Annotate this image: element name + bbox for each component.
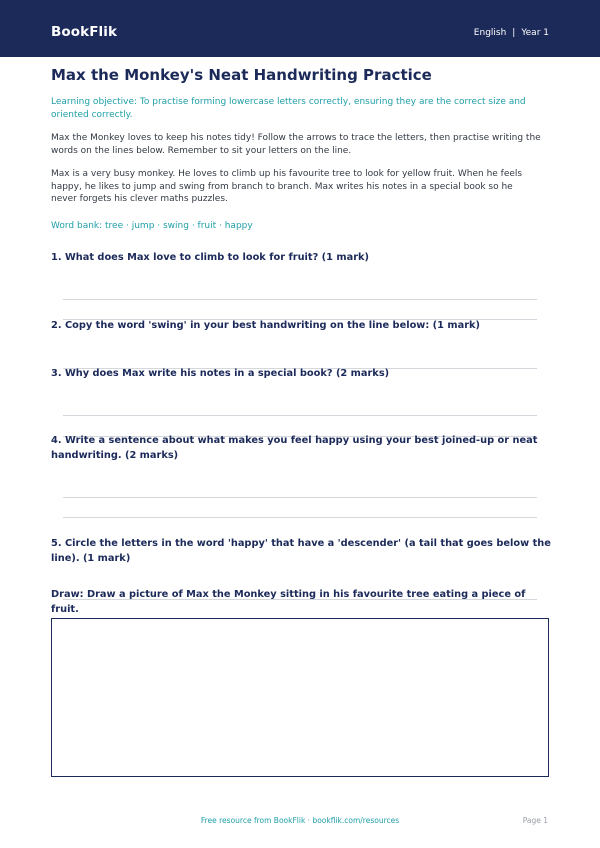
meta-separator: | [512, 28, 516, 38]
question-3: 3. Why does Max write his notes in a special book? (2 marks) [51, 368, 390, 379]
answer-line[interactable] [63, 497, 537, 498]
subject-label: English [473, 28, 507, 38]
story-paragraph: Max is a very busy monkey. He loves to climb up his favourite tree to look for yellow fruit. When he feels happy, he likes to jump and swing from branch to branch. Max writes his notes in a special book so he never forgets his clever maths puzzles. [51, 169, 523, 204]
year-label: Year 1 [521, 28, 549, 38]
footer-text[interactable]: Free resource from BookFlik · bookflik.com/resources [200, 816, 400, 825]
answer-line[interactable] [63, 299, 537, 300]
word-bank: Word bank: tree · jump · swing · fruit · happy [51, 221, 253, 231]
question-1: 1. What does Max love to climb to look for fruit? (1 mark) [51, 252, 370, 263]
learning-objective: Learning objective: To practise forming lowercase letters correctly, ensuring they are the correct size and oriented correctly. [51, 97, 526, 120]
brand-logo[interactable]: BookFlik [51, 24, 118, 40]
page-title: Max the Monkey's Neat Handwriting Practice [51, 66, 432, 84]
answer-line[interactable] [63, 517, 537, 518]
question-5: 5. Circle the letters in the word 'happy' that have a 'descender' (a tail that goes below the line). (1 mark) [51, 538, 551, 564]
question-4: 4. Write a sentence about what makes you feel happy using your best joined-up or neat handwriting. (2 marks) [51, 435, 538, 461]
answer-line[interactable] [63, 415, 537, 416]
answer-line[interactable] [63, 599, 537, 600]
draw-prompt: Draw: Draw a picture of Max the Monkey sitting in his favourite tree eating a piece of fruit. [51, 589, 526, 615]
subject-year-meta [474, 28, 549, 38]
page-number: Page 1 [522, 816, 548, 825]
header-bar [0, 0, 600, 57]
question-2: 2. Copy the word 'swing' in your best handwriting on the line below: (1 mark) [51, 320, 481, 331]
intro-paragraph: Max the Monkey loves to keep his notes tidy! Follow the arrows to trace the letters, then practise writing the words on the lines below. Remember to sit your letters on the line. [51, 133, 541, 156]
drawing-box[interactable] [51, 618, 549, 777]
